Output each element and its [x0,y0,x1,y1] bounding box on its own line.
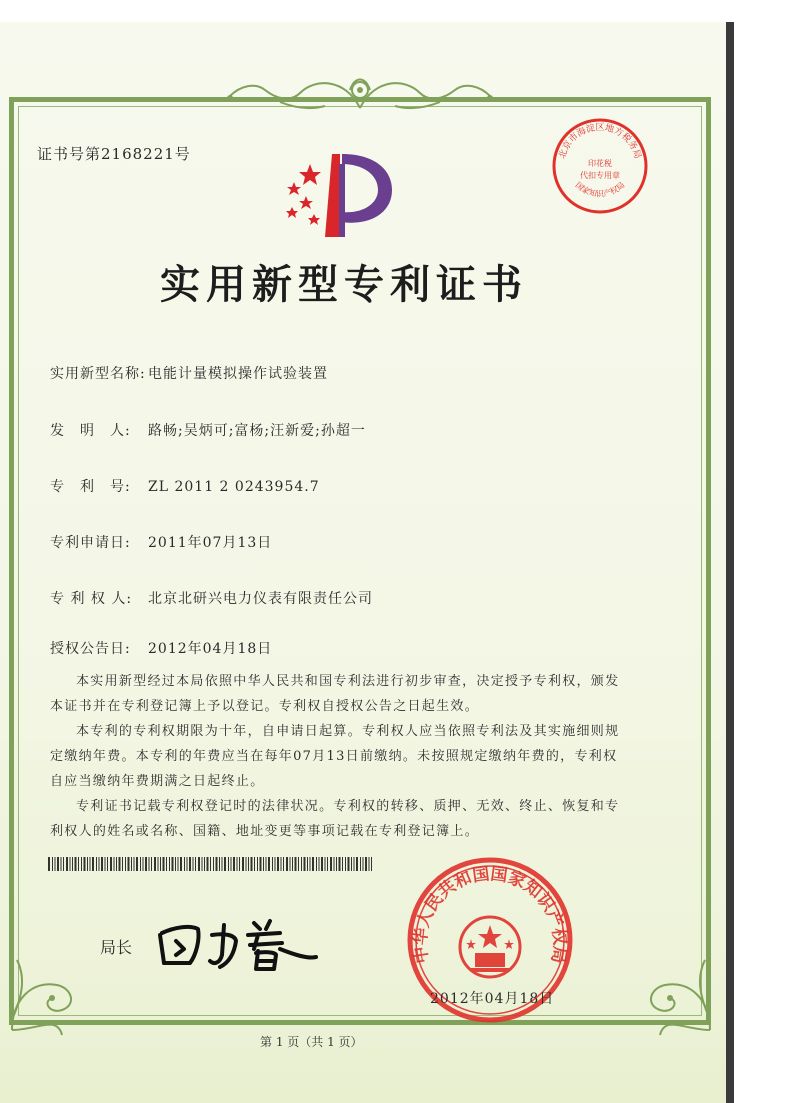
paragraph-legal-status: 专利证书记载专利权登记时的法律状况。专利权的转移、质押、无效、终止、恢复和专利权人的姓名或名称、国籍、地址变更等事项记载在专利登记簿上。 [50,799,620,839]
director-label: 局长 [100,938,133,957]
director-signature-icon [150,905,320,975]
field-value: 北京北研兴电力仪表有限责任公司 [148,591,373,607]
field-utility-name [50,363,328,383]
official-seal-ring-text: 中华人民共和国国家知识产权局 [410,864,570,965]
bottom-left-ornament-icon [2,940,102,1040]
field-announcement-date [50,638,272,658]
paragraph-grant: 本实用新型经过本局依照中华人民共和国专利法进行初步审查，决定授予专利权，颁发本证书并在专利登记簿上予以登记。专利权自授权公告之日起生效。 [50,674,620,714]
field-value: 2012年04月18日 [148,641,273,657]
field-label: 发 明 人: [50,423,131,439]
certificate-body [50,669,625,844]
field-value: 电能计量模拟操作试验装置 [148,366,328,382]
svg-text:中华人民共和国国家知识产权局 [410,864,571,965]
field-patentee [50,588,373,608]
border-frame-inner [18,106,702,1016]
field-inventors [50,420,366,440]
svg-text:国家知识产权局 [574,180,627,198]
scan-edge [726,22,734,1103]
field-label: 专 利 权 人: [50,591,133,607]
field-label: 实用新型名称: [50,366,146,382]
field-value: 2011年07月13日 [148,535,273,551]
page-number: 第 1 页（共 1 页） [260,1035,363,1049]
tax-stamp-line-2: 代扣专用章 [580,171,620,180]
field-value: 路畅;吴炳可;富杨;汪新爱;孙超一 [148,423,366,439]
field-value: ZL 2011 2 0243954.7 [148,479,320,495]
field-label: 专 利 号: [50,479,131,495]
field-label: 授权公告日: [50,641,131,657]
tax-stamp-ring-text: 北京市海淀区地方税务局 [557,123,643,161]
patent-office-logo-icon [280,152,395,242]
top-ornament-icon [205,68,515,118]
field-patent-number [50,476,320,496]
issue-date: 2012年04月18日 [430,991,555,1007]
field-label: 专利申请日: [50,535,131,551]
tax-stamp-icon [550,116,650,216]
tax-stamp-bottom-text: 国家知识产权局 [573,180,627,199]
field-application-date [50,532,272,552]
paragraph-term: 本专利的专利权期限为十年，自申请日起算。专利权人应当依照专利法及其实施细则规定缴纳年费。本专利的年费应当在每年07月13日前缴纳。未按照规定缴纳年费的，专利权自应当缴纳年费期满之日起终止。 [50,724,620,789]
bottom-right-ornament-icon [620,940,720,1040]
certificate-title: 实用新型专利证书 [160,261,528,308]
certificate-number: 证书号第2168221号 [37,145,191,163]
tax-stamp-line-1: 印花税 [588,159,612,168]
svg-text:北京市海淀区地方税务局 [556,121,643,160]
barcode-icon [48,857,376,871]
